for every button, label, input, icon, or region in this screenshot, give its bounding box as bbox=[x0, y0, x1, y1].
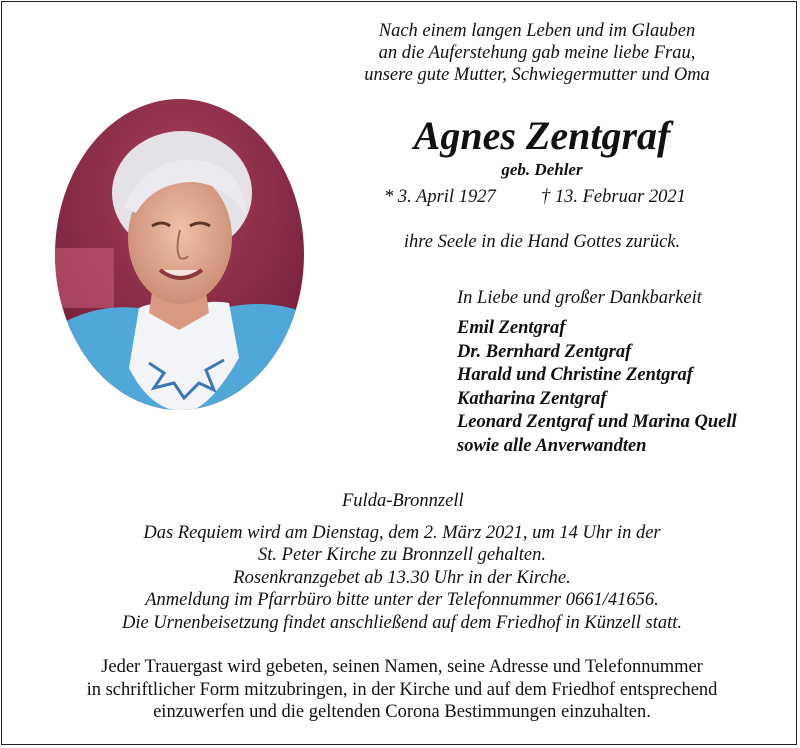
birth-date: * 3. April 1927 bbox=[384, 187, 496, 207]
notice-line: Jeder Trauergast wird gebeten, seinen Namen, seine Adresse und Telefonnummer bbox=[101, 657, 703, 677]
service-line: Anmeldung im Pfarrbüro bitte unter der Telefonnummer 0661/41656. bbox=[145, 590, 659, 611]
mourner-name: sowie alle Anverwandten bbox=[457, 435, 647, 456]
mourner-name: Katharina Zentgraf bbox=[457, 388, 607, 409]
mourner-name: Harald und Christine Zentgraf bbox=[457, 365, 693, 385]
service-line: Die Urnenbeisetzung findet anschließend auf dem Friedhof in Künzell statt. bbox=[121, 612, 683, 633]
intro-line: an die Auferstehung gab meine liebe Frau, bbox=[378, 43, 696, 63]
notice-line: einzuwerfen und die geltenden Corona Bestimmungen einzuhalten. bbox=[153, 702, 651, 722]
maiden-name: geb. Dehler bbox=[501, 160, 583, 179]
mourner-name: Emil Zentgraf bbox=[457, 318, 566, 338]
gratitude-line: In Liebe und großer Dankbarkeit bbox=[457, 288, 702, 308]
portrait-photo bbox=[54, 98, 305, 411]
mourner-name: Leonard Zentgraf und Marina Quell bbox=[457, 412, 737, 432]
place-line: Fulda-Bronnzell bbox=[342, 491, 464, 511]
service-line: Das Requiem wird am Dienstag, dem 2. März 2021, um 14 Uhr in der bbox=[143, 523, 661, 543]
mourner-name: Dr. Bernhard Zentgraf bbox=[457, 341, 632, 362]
intro-line: unsere gute Mutter, Schwiegermutter und Oma bbox=[364, 65, 710, 85]
service-info bbox=[62, 522, 742, 634]
intro-line: Nach einem langen Leben und im Glauben bbox=[378, 21, 696, 41]
mourners-list bbox=[457, 317, 737, 458]
portrait-image bbox=[54, 98, 305, 411]
obituary-frame bbox=[1, 1, 797, 745]
intro-text bbox=[312, 20, 762, 86]
notice-line: in schriftlicher Form mitzubringen, in der Kirche und auf dem Friedhof entsprechend bbox=[86, 679, 718, 700]
corona-notice bbox=[22, 656, 782, 724]
service-line: St. Peter Kirche zu Bronnzell gehalten. bbox=[258, 545, 546, 566]
soul-line: ihre Seele in die Hand Gottes zurück. bbox=[403, 232, 681, 252]
service-line: Rosenkranzgebet ab 13.30 Uhr in der Kirche. bbox=[233, 567, 571, 588]
death-date: † 13. Februar 2021 bbox=[541, 187, 686, 207]
deceased-name: Agnes Zentgraf bbox=[413, 113, 671, 158]
